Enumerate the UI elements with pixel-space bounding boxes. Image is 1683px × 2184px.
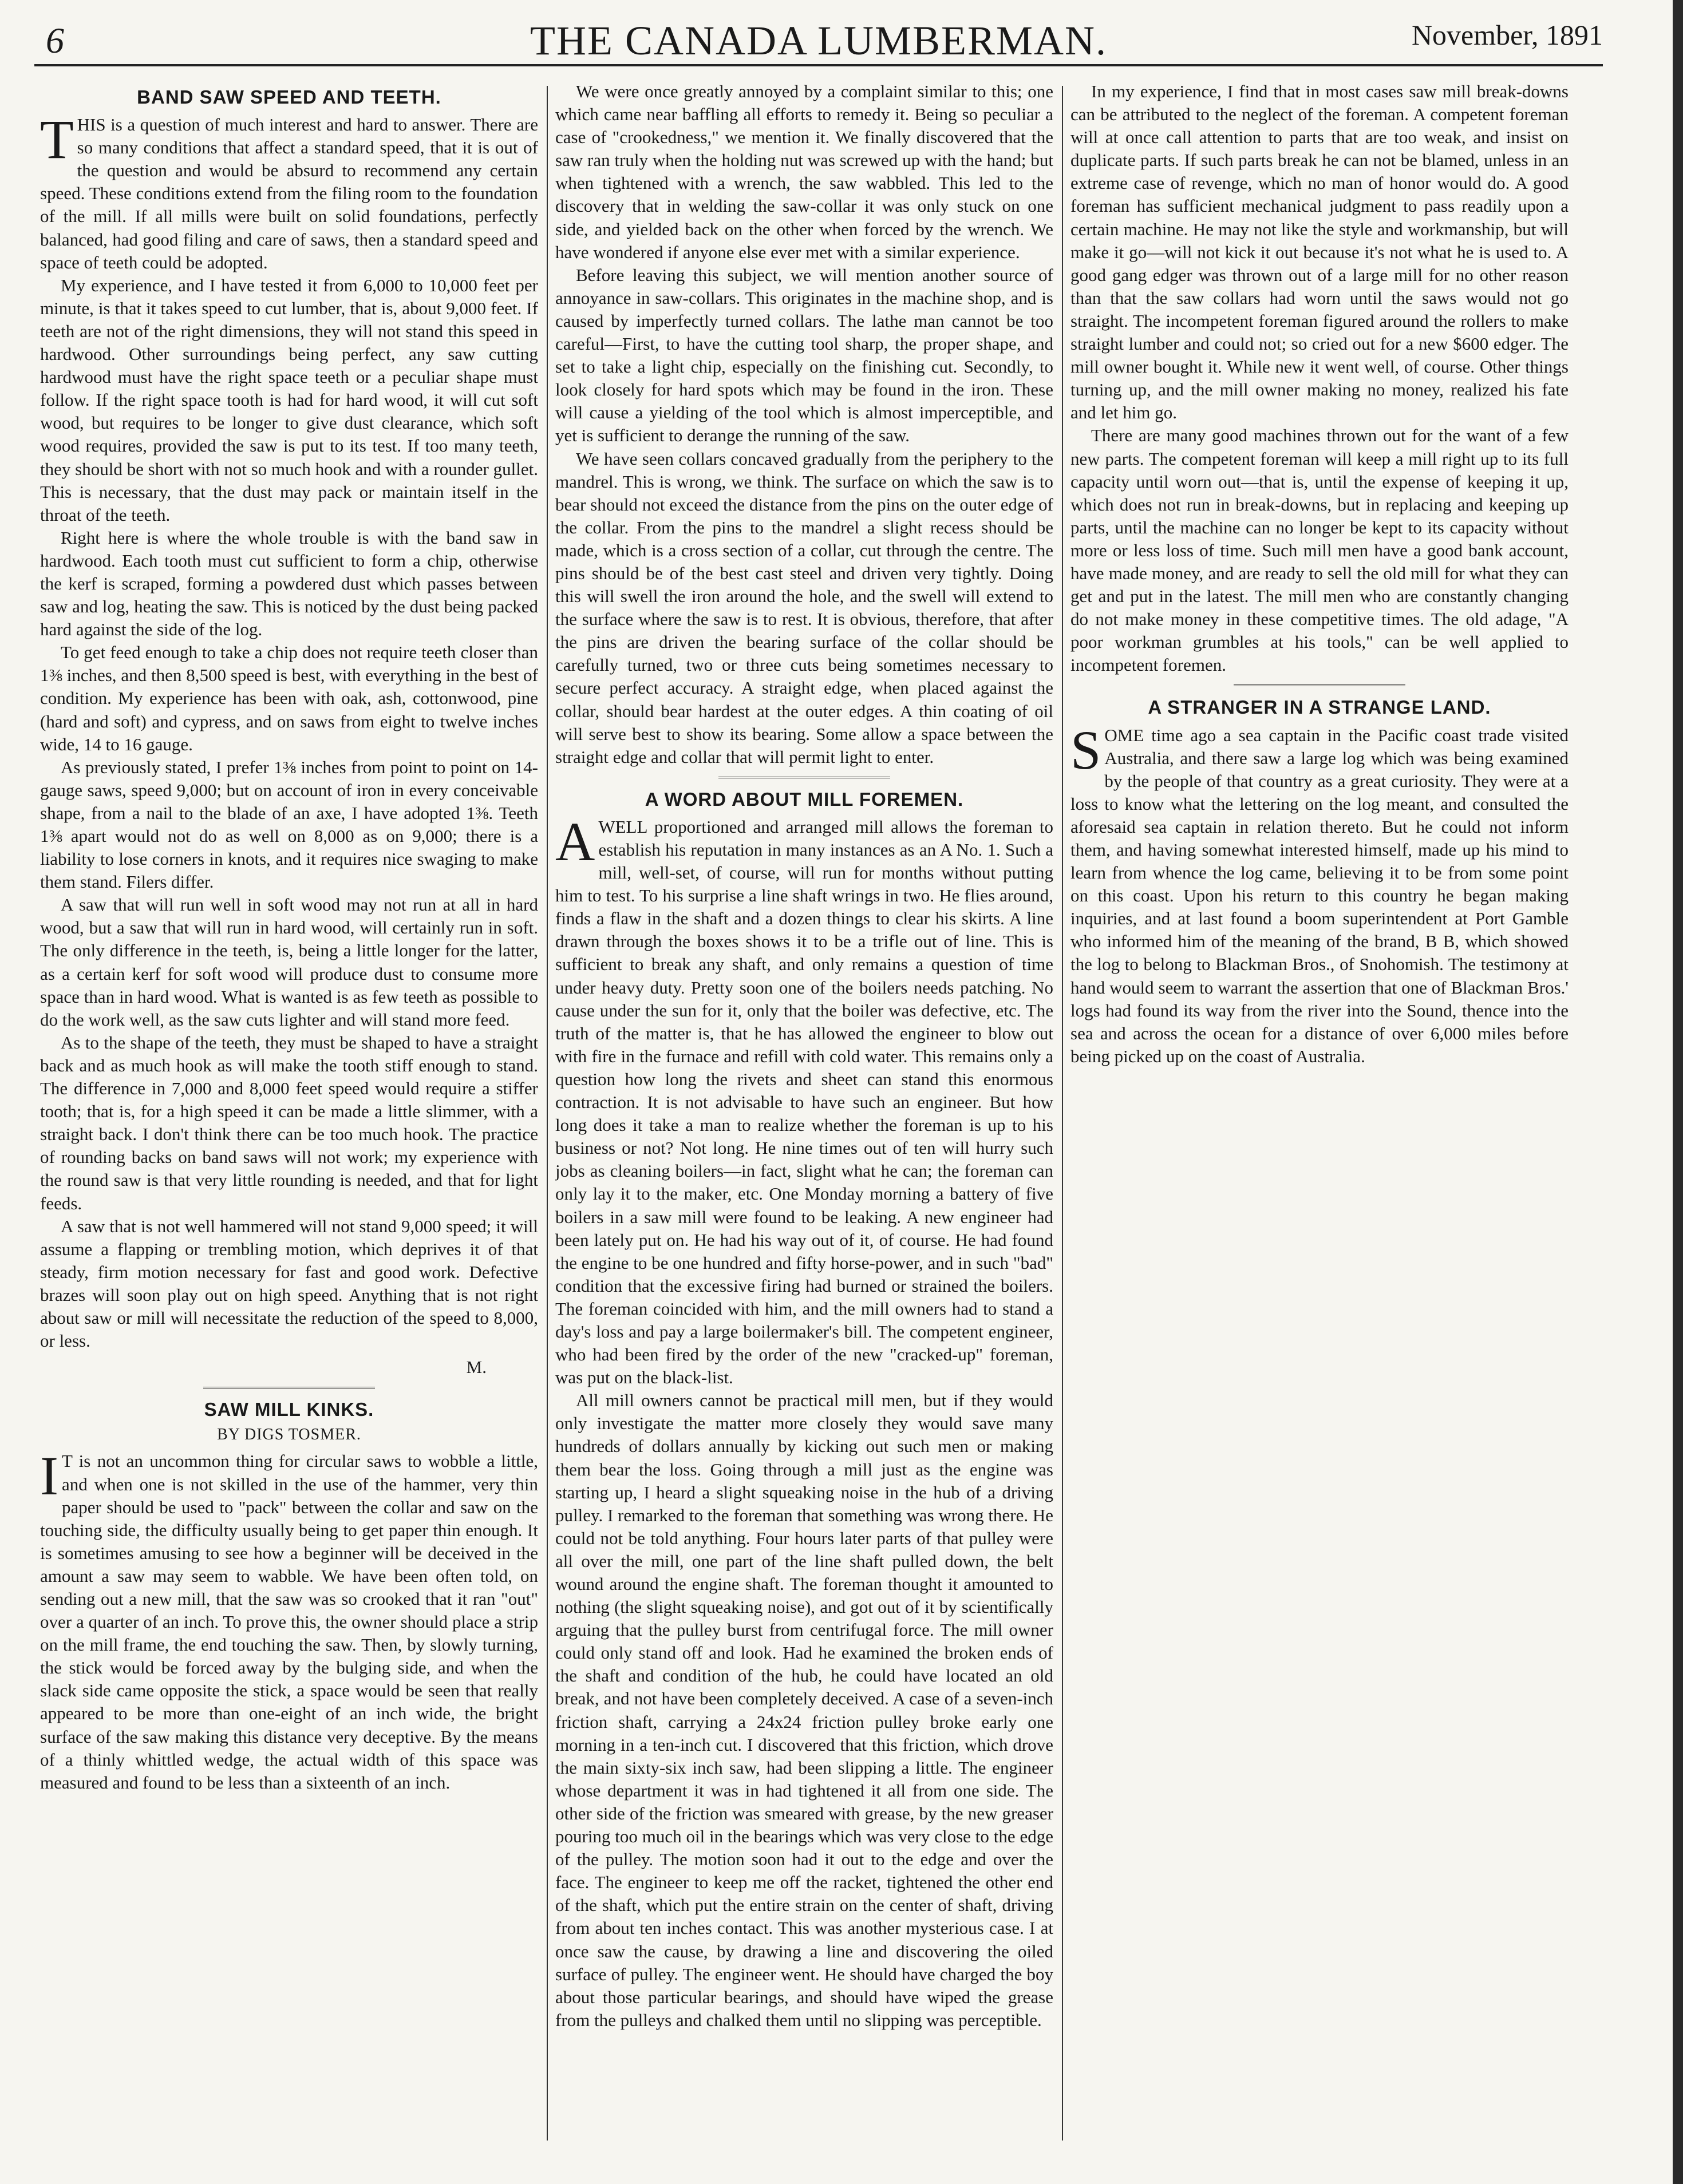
page-edge [1673,0,1683,2184]
article-paragraph: A saw that will run well in soft wood may not run at all in hard wood, but a saw that will run in hard wood, will certainly run in soft. The only difference in the teeth, is, being a little longer for the latter, as a certain kerf for soft wood will produce dust to consume more space than in hard wood. What is wanted is as few teeth as possible to do the work well, as the saw cuts lighter and will stand more feed. [40,895,538,1030]
column-3 [1070,80,1569,2141]
article-paragraph: To get feed enough to take a chip does not require teeth closer than 1⅜ inches, and then 8,500 speed is best, with everything in the best of condition. My experience has been with oak, ash, cottonwood, pine (hard and soft) and cypress, and on saws from eight to twelve inches wide, 14 to 16 gauge. [40,642,538,754]
divider [718,777,890,780]
article-paragraph: Before leaving this subject, we will mention another source of annoyance in saw-collars. This originates in the machine shop, and is caused by imperfectly turned collars. The lathe man cannot be too careful—First, to have the cutting tool sharp, the proper shape, and set to take a light chip, especially on the finishing cut. Secondly, to look closely for hard spots which may be found in the iron. These will cause a yielding of the tool which is almost imperceptible, and yet is sufficient to derange the running of the saw. [555,264,1053,446]
article-paragraph: All mill owners cannot be practical mill men, but if they would only investigate the matter more closely they would save many hundreds of dollars annually by kicking out such men or making them bear the loss. Going through a mill just as the engine was starting up, I heard a slight squeaking noise in the hub of a driving pulley. I remarked to the foreman that something was wrong there. He could not be told anything. Four hours later parts of that pulley were all over the mill, one part of the line shaft pulled down, the belt wound around the engine shaft. The foreman thought it amounted to nothing (the slight squeaking noise), and got out of it by scientifically arguing that the pulley burst from centrifugal force. The mill owner could only stand off and look. Had he examined the broken ends of the shaft and condition of the hub, he could have located an old break, and not have been completely deceived. A case of a seven-inch friction shaft, carrying a 24x24 friction pulley broke early one morning in a ten-inch cut. I discovered that this friction, which drove the main sixty-six inch saw, had been slipping a little. The engineer whose department it was in had tightened it all from one side. The other side of the friction was smeared with grease, by the new greaser pouring too much oil in the bearings which was very close to the edge of the pulley. The motion soon had it out to the edge and over the face. The engineer to keep me off the racket, tightened the other end of the shaft, which put the entire strain on the center of shaft, driving from about ten inches contact. This was another mysterious case. I at once saw the cause, by drawing a line and discovering the oiled surface of pulley. The engineer went. He should have charged the boy about those particular bearings, and should have wiped the grease from the pulleys and chalked them until no slipping was perceptible. [555,1390,1053,2030]
article-paragraph: My experience, and I have tested it from 6,000 to 10,000 feet per minute, is that it takes speed to cut lumber, that is, about 9,000 feet. If teeth are not of the right dimensions, they will not stand this speed in hardwood. Other surroundings being perfect, any saw cutting hardwood must have the right space teeth or a peculiar shape must follow. If the right space tooth is had for hard wood, it will cut soft wood, but requires to be longer to give dust clearance, which soft wood requires, provided the saw is put to its test. If too many teeth, they should be short with not so much hook and with a rounder gullet. This is necessary, that the dust may pack or maintain itself in the throat of the teeth. [40,275,538,525]
page-number: 6 [46,20,64,61]
article-paragraph: As previously stated, I prefer 1⅜ inches from point to point on 14-gauge saws, speed 9,000; but on account of iron in every conceivable shape, from a nail to the blade of an axe, I have adopted 1⅜. Teeth 1⅜ apart would not do as well on 8,000 as on 9,000; there is a liability to lose corners in knots, and it requires nice swaging to make them stand. Filers differ. [40,757,538,892]
article-paragraph: THIS is a question of much interest and hard to answer. There are so many conditions that affect a standard speed, that it is out of the question and would be absurd to recommend any certain speed. These conditions extend from the filing room to the foundation of the mill. If all mills were built on solid foundations, perfectly balanced, had good filing and care of saws, then a standard speed and space of teeth could be adopted. [40,109,538,272]
column-1 [40,80,538,2141]
article-paragraph: There are many good machines thrown out for the want of a few new parts. The competent foreman will keep a mill right up to its full capacity until worn out—that is, until the expense of keeping it up, which does not run in break-downs, but in replacing and keeping up parts, until the machine can no longer be kept to its capacity without more or less loss of time. Such mill men have a good bank account, have made money, and are ready to sell the old mill for what they can get and put in the latest. The mill men who are constantly changing do not make money in these competitive times. The old adage, "A poor workman grumbles at his tools," can be well applied to incompetent foremen. [1070,425,1569,675]
newspaper-title: THE CANADA LUMBERMAN. [530,18,1108,64]
drop-cap: I [40,1445,58,1507]
issue-date: November, 1891 [1411,19,1603,51]
article-paragraph: SOME time ago a sea captain in the Pacific coast trade visited Australia, and there saw a large log which was being examined by the people of that country as a great curiosity. They were at a loss to know what the lettering on the log meant, and consulted the aforesaid sea captain in relation thereto. But he could not inform them, and having somewhat interested himself, made up his mind to learn from whence the log came, believing it to be from some point on this coast. Upon his return to this country he began making inquiries, and at last found a boom superintendent at Port Gamble who informed him of the meaning of the brand, B B, which showed the log to belong to Blackman Bros., of Snohomish. The testimony at hand would seem to warrant the assertion that one of Blackman Bros.' logs had found its way from the river into the Sound, thence into the sea and across the ocean for a distance of over 6,000 miles before being picked up on the coast of Australia. [1070,719,1569,1066]
article-title: A WORD ABOUT MILL FOREMEN. [645,788,964,810]
article-title: A STRANGER IN A STRANGE LAND. [1148,697,1491,718]
article-paragraph: I T is not an uncommon thing for circular saws to wobble a little, and when one is not skilled in the use of the hammer, very thin paper should be used to "pack" between the collar and saw on the touching side, the difficulty usually being to get paper thin enough. It is sometimes amusing to see how a beginner will be deceived in the amount a saw may seem to wabble. We have been often told, on sending out a new mill, that the saw was so crooked that it ran "out" over a quarter of an inch. To prove this, the owner should place a strip on the mill frame, the end touching the saw. Then, by slowly turning, the stick would be forced away by the bulging side, and when the slack side came opposite the stick, a space would be seen that really appeared to be more than one-eight of an inch wide, the bright surface of the saw making this distance very deceptive. By the means of a thinly whittled wedge, the actual width of this space was measured and found to be less than a sixteenth of an inch. [40,1445,538,1793]
drop-cap: A [555,810,595,872]
article-paragraph: A saw that is not well hammered will not stand 9,000 speed; it will assume a flapping or trembling motion, which deprives it of that steady, firm motion necessary for fast and good work. Defective brazes will soon play out on high speed. Anything that is not right about saw or mill will necessitate the reduction of the speed to 8,000, or less. [40,1216,538,1351]
column-rule [1062,86,1063,2141]
column-2 [555,80,1053,2141]
article-title: SAW MILL KINKS. [204,1399,374,1421]
article-title: BAND SAW SPEED AND TEETH. [137,86,441,108]
article-paragraph: We were once greatly annoyed by a complaint similar to this; one which came near baffling all efforts to remedy it. Being so peculiar a case of "crookedness," we mention it. We finally discovered that the saw ran truly when the holding nut was screwed up with the hand; but when tightened with a wrench, the saw wabbled. This led to the discovery that in welding the saw-collar it was only stuck on one side, and yielded back on the other when forced by the wrench. We have wondered if anyone else ever met with a similar experience. [555,81,1053,262]
byline: BY DIGS TOSMER. [217,1426,361,1444]
drop-cap: S [1070,719,1101,781]
divider [1234,685,1405,688]
article-paragraph: We have seen collars concaved gradually from the periphery to the mandrel. This is wrong, we think. The surface on which the saw is to bear should not exceed the distance from the pins on the outer edge of the collar. From the pins to the mandrel a slight recess should be made, which is a cross section of a collar, cut through the centre. The pins should be of the best cast steel and driven very tightly. Doing this will swell the iron around the hole, and the swell will extend to the surface where the saw is to rest. It is obvious, therefore, that after the pins are driven the bearing surface of the collar should be carefully turned, two or three cuts being sometimes necessary to secure perfect accuracy. A straight edge, when placed against the collar, should bear hardest at the outer edges. A thin coating of oil will serve best to show its bearing. Some allow a space between the straight edge and collar that will permit light to enter. [555,448,1053,767]
masthead [34,13,1603,66]
column-rule [547,86,548,2141]
drop-cap: T [40,109,74,171]
article-paragraph: AWELL proportioned and arranged mill allows the foreman to establish his reputation in many instances as an A No. 1. Such a mill, well-set, of course, will run for months without putting him to test. To his surprise a line shaft wrings in two. He flies around, finds a flaw in the shaft and a dozen things to clear his skirts. A line drawn through the boxes shows it to be a trifle out of line. This is sufficient to break any shaft, and only remains a question of time under heavy duty. Pretty soon one of the boilers needs patching. No cause under the sun for it, only that the boiler was defective, etc. The truth of the matter is, that he has allowed the engineer to blow out with fire in the furnace and refill with cold water. This remains only a question how long the rivets and sheet can stand this enormous contraction. It is not advisable to have such an engineer. But how long does it take a man to realize whether the foreman is up to his business or not? Not long. He nine times out of ten will hurry such jobs as cleaning boilers—in fact, slight what he can; the foreman can only lay it to the maker, etc. One Monday morning a battery of five boilers in a saw mill were found to be leaking. A new engineer had been lately put on. He had his way out of it, of course. He had found the engine to be one hundred and fifty horse-power, and in such "bad" condition that the excessive firing had burned or strained the boilers. The foreman coincided with him, and the mill owners had to stand a day's loss and pay a large boilermaker's bill. The competent engineer, who had been fired by the order of the new "cracked-up" foreman, was put on the black-list. [555,810,1053,1388]
signature: M. [466,1357,487,1378]
article-paragraph: In my experience, I find that in most cases saw mill break-downs can be attributed to the neglect of the foreman. A competent foreman will at once call attention to parts that are too weak, and insist on duplicate parts. If such parts break he can not be blamed, unless in an extreme case of revenge, which no man of honor would do. A good foreman has sufficient mechanical judgment to pass readily upon a certain machine. He may not like the style and workmanship, but will make it go—will not kick it out because it's not what he is used to. A good gang edger was thrown out of a large mill for no other reason than that the saw collars had worn until the saws would not go straight. The incompetent foreman figured around the rollers to make straight lumber and could not; so cried out for a new $600 edger. The mill owner bought it. While new it went well, of course. Other things turning up, and the mill owner making no money, realized his fate and let him go. [1070,81,1569,423]
divider [203,1387,375,1390]
article-paragraph: Right here is where the whole trouble is with the band saw in hardwood. Each tooth must cut sufficient to form a chip, otherwise the kerf is scraped, forming a powdered dust which passes between saw and log, heating the saw. This is noticed by the dust being packed hard against the side of the log. [40,527,538,640]
article-paragraph: As to the shape of the teeth, they must be shaped to have a straight back and as much hook as will make the tooth stiff enough to stand. The difference in 7,000 and 8,000 feet speed would require a stiffer tooth; that is, for a high speed it can be made a little slimmer, with a straight back. I don't think there can be too much hook. The practice of rounding backs on band saws will not work; my experience with the round saw is that very little rounding is needed, and that for light feeds. [40,1032,538,1213]
